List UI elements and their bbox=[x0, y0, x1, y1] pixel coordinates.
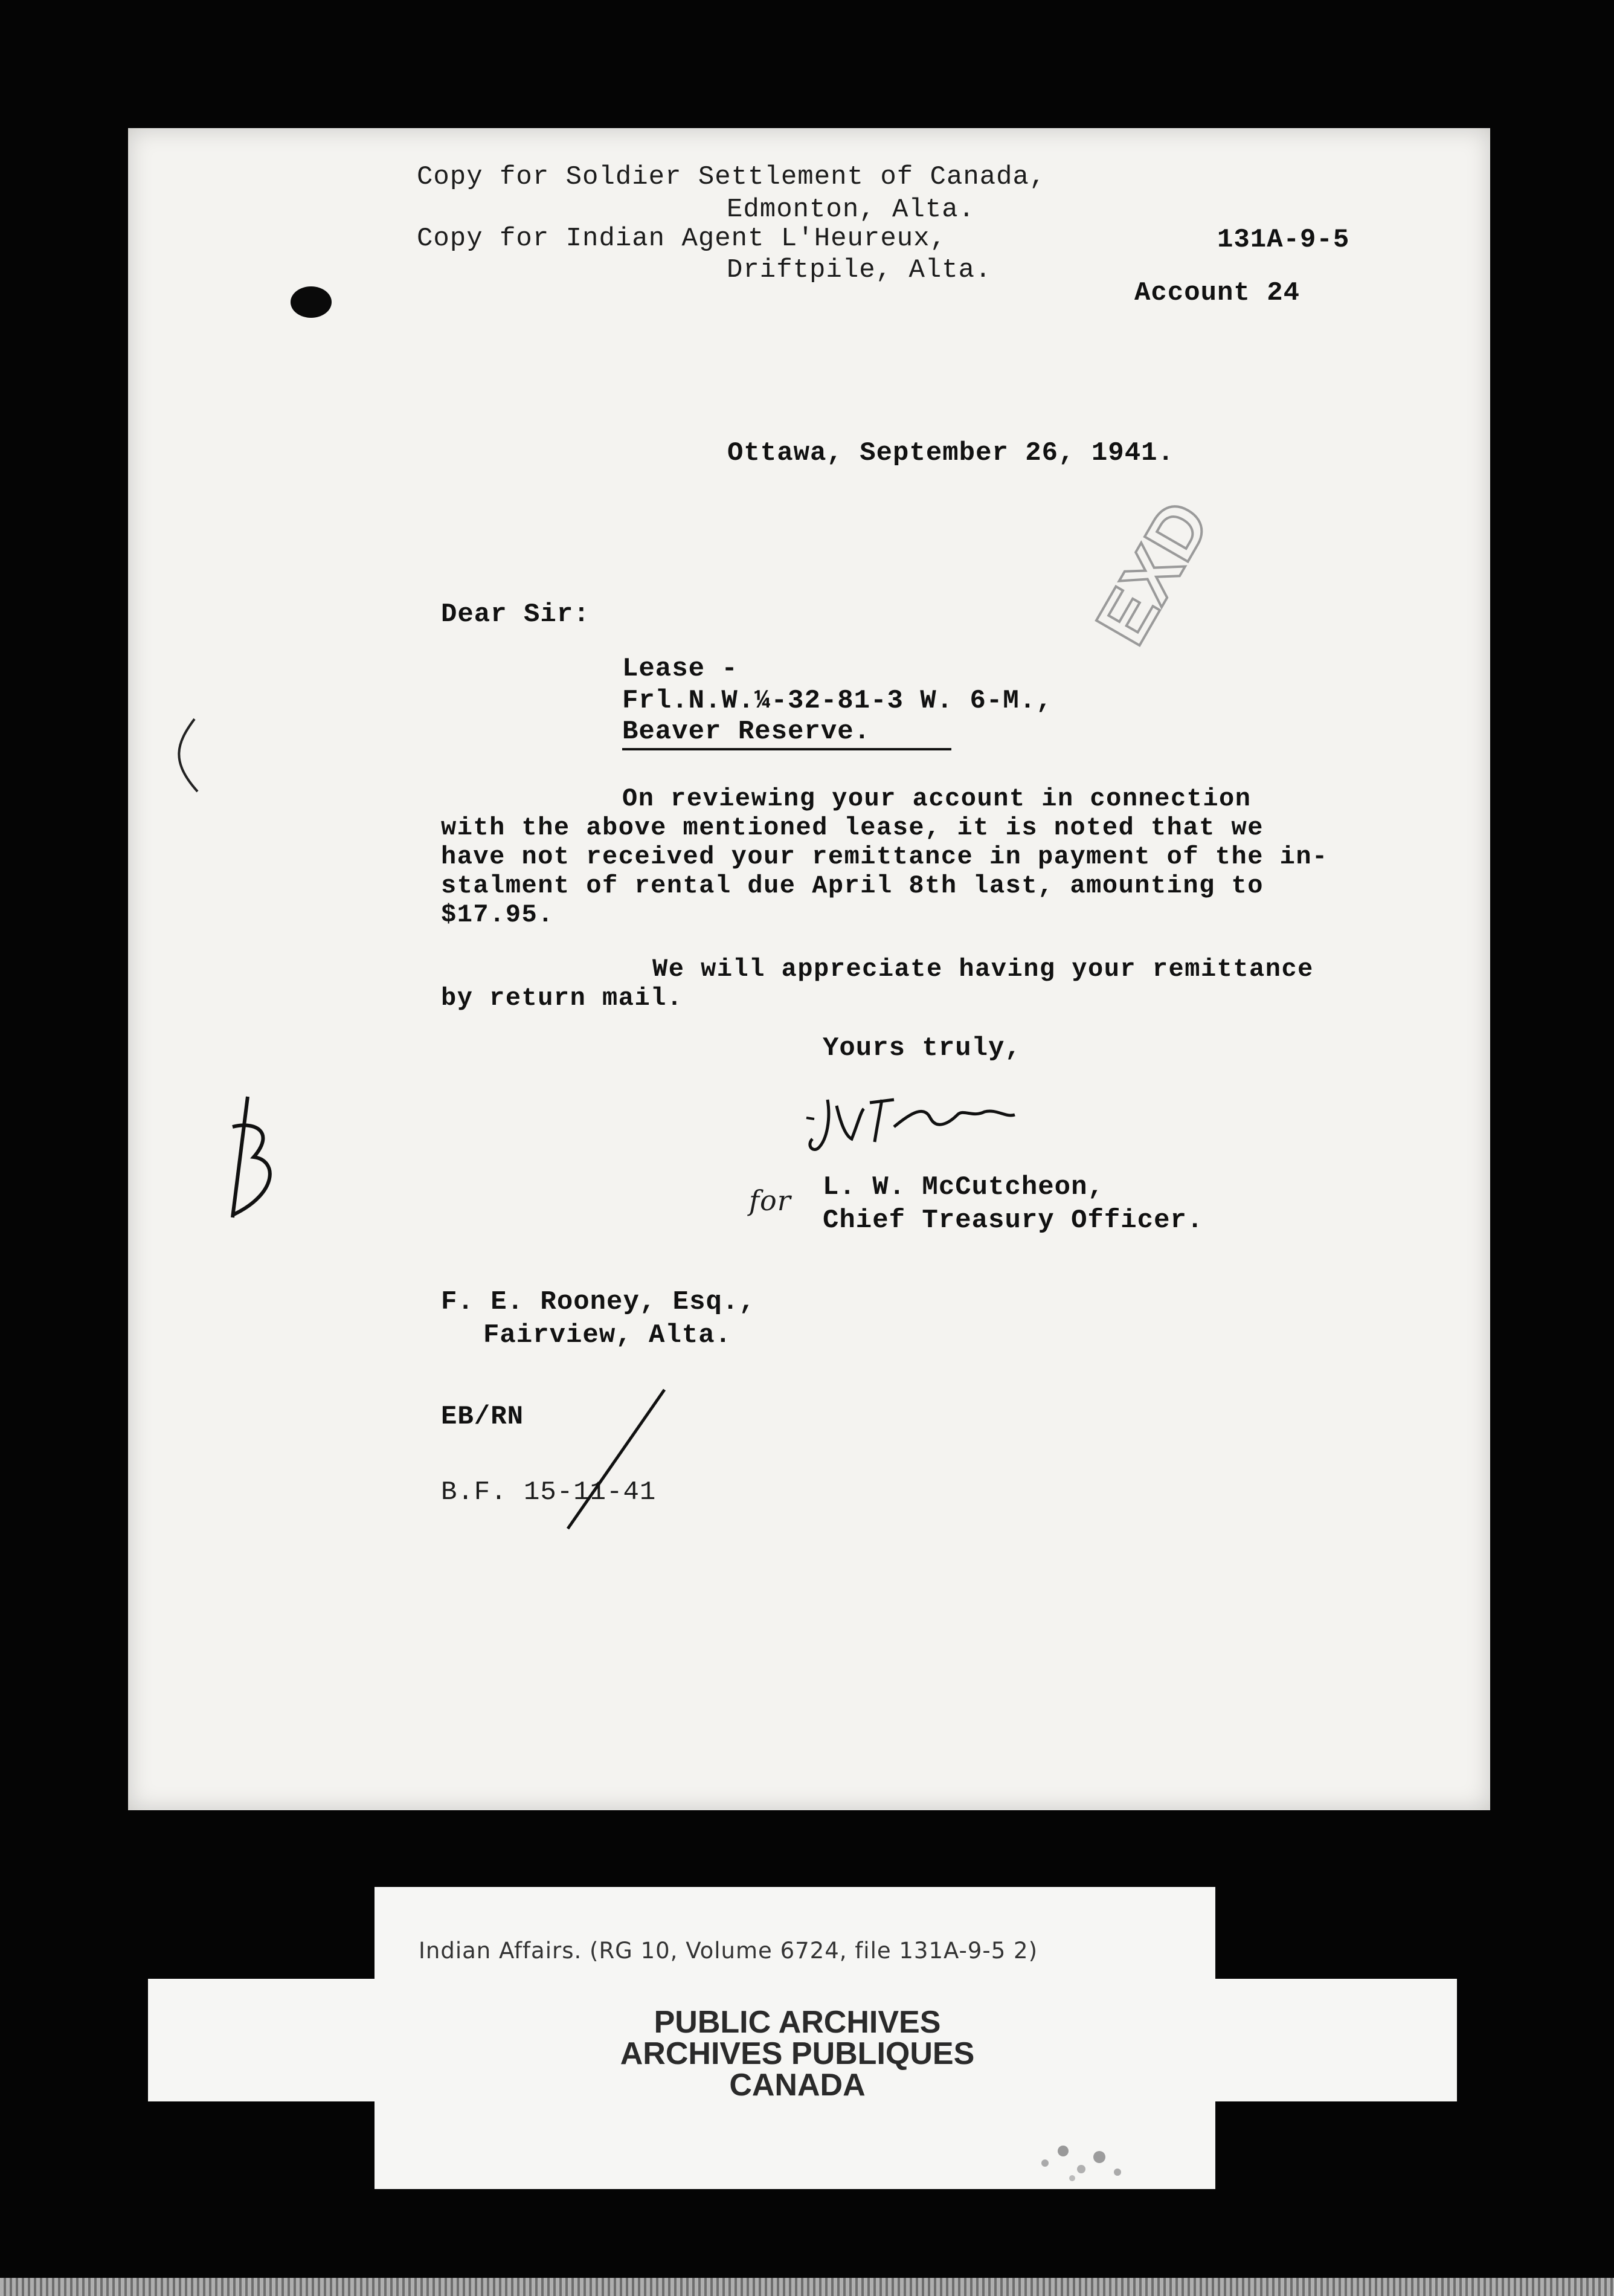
body-paragraph-2 bbox=[441, 955, 1314, 1013]
signature-prefix: for bbox=[749, 1184, 791, 1217]
addressee-line-2: Fairview, Alta. bbox=[483, 1320, 732, 1350]
copy-line-2: Edmonton, Alta. bbox=[727, 195, 976, 225]
body-line: $17.95. bbox=[441, 900, 554, 929]
archive-title-1: PUBLIC ARCHIVES bbox=[654, 2005, 941, 2040]
margin-initial-mark bbox=[220, 1091, 287, 1230]
copy-line-1: Copy for Soldier Settlement of Canada, bbox=[417, 162, 1046, 192]
label-smudge bbox=[1021, 2127, 1142, 2193]
body-line: have not received your remittance in payment of the in- bbox=[441, 842, 1328, 871]
body-line: stalment of rental due April 8th last, amounting to bbox=[441, 871, 1264, 900]
body-line: by return mail. bbox=[441, 984, 683, 1013]
date-line: Ottawa, September 26, 1941. bbox=[727, 438, 1174, 468]
body-line: We will appreciate having your remittance bbox=[652, 955, 1314, 984]
body-line: with the above mentioned lease, it is noted that we bbox=[441, 813, 1264, 842]
handwritten-signature bbox=[803, 1082, 1021, 1160]
body-paragraph-1 bbox=[441, 784, 1328, 929]
check-stroke-mark bbox=[556, 1384, 677, 1535]
body-line: On reviewing your account in connection bbox=[622, 784, 1252, 813]
archive-reference: Indian Affairs. (RG 10, Volume 6724, file 131A-9-5 2) bbox=[419, 1938, 1038, 1964]
punch-hole bbox=[287, 281, 335, 323]
closing: Yours truly, bbox=[823, 1033, 1021, 1063]
signatory-title: Chief Treasury Officer. bbox=[823, 1205, 1204, 1236]
typist-initials: EB/RN bbox=[441, 1402, 524, 1432]
account-number: Account 24 bbox=[1134, 278, 1301, 308]
archive-title-2: ARCHIVES PUBLIQUES bbox=[620, 2036, 975, 2071]
archive-title-3: CANADA bbox=[729, 2068, 866, 2103]
addressee-line-1: F. E. Rooney, Esq., bbox=[441, 1287, 756, 1317]
film-edge-strip bbox=[0, 2278, 1614, 2296]
subject-line-3: Beaver Reserve. bbox=[622, 717, 951, 750]
svg-text:EXD: EXD bbox=[1080, 488, 1226, 658]
margin-bracket-mark bbox=[164, 713, 207, 798]
copy-line-4: Driftpile, Alta. bbox=[727, 255, 992, 285]
bring-forward-date: B.F. 15-11-41 bbox=[441, 1477, 657, 1508]
signatory-name: L. W. McCutcheon, bbox=[823, 1172, 1104, 1202]
file-number: 131A-9-5 bbox=[1217, 225, 1350, 255]
salutation: Dear Sir: bbox=[441, 599, 590, 630]
subject-line-2: Frl.N.W.¼-32-81-3 W. 6-M., bbox=[622, 686, 1053, 716]
copy-line-3: Copy for Indian Agent L'Heureux, bbox=[417, 224, 947, 254]
subject-line-1: Lease - bbox=[622, 654, 738, 684]
